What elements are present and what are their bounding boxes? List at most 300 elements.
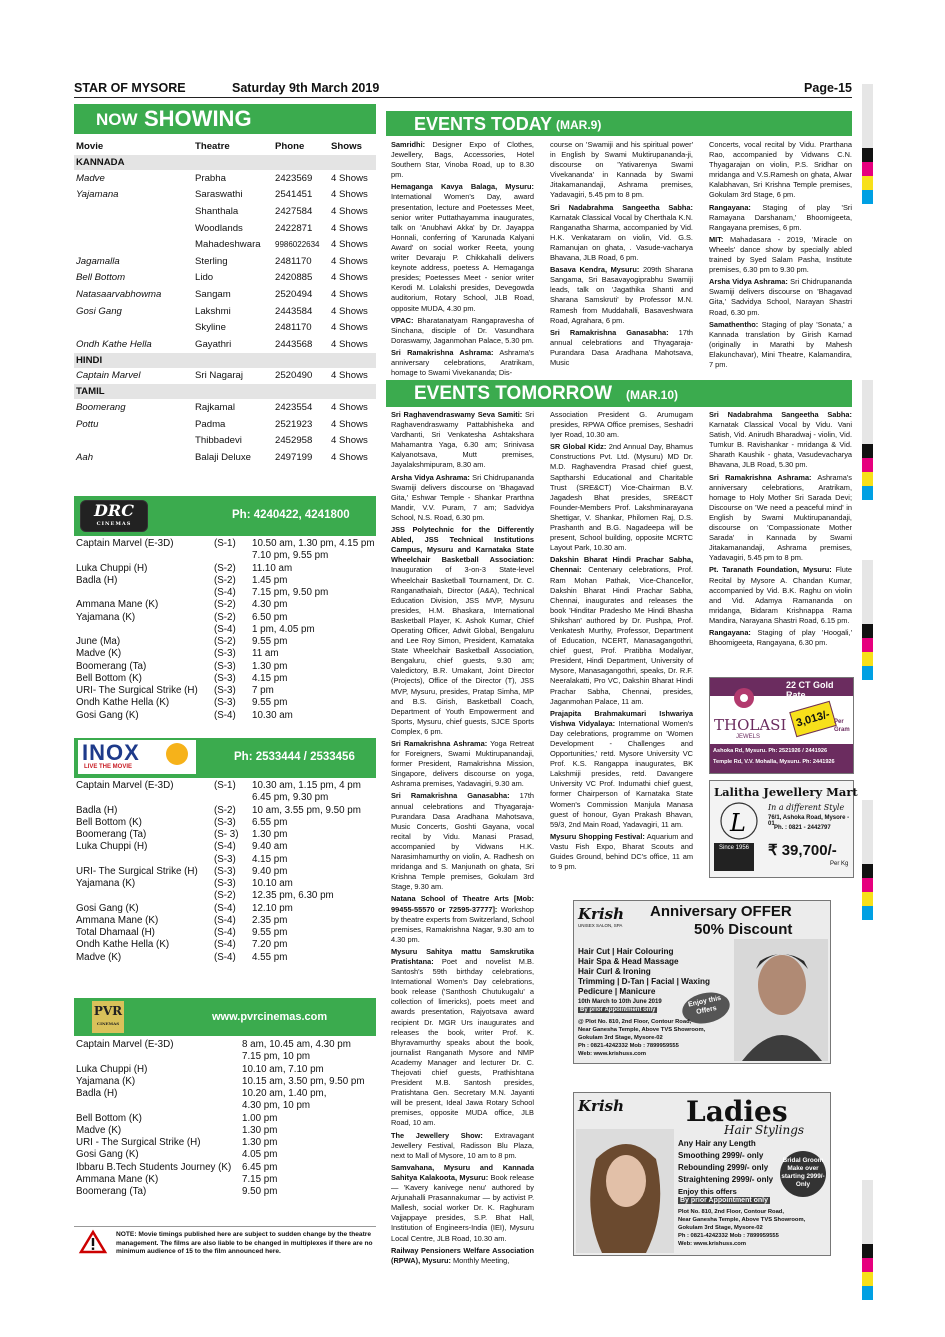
theatre-phone: 2443568 [275,338,313,350]
event-organiser: MIT: [709,234,724,244]
service-item: Pedicure | Manicure [578,987,656,996]
show-count: 4 Shows [331,338,368,350]
krish-anniversary-ad[interactable] [573,900,831,1064]
schedule-times: 10.30 am [252,709,293,721]
schedule-row [74,1051,376,1063]
schedule-movie: URI - The Surgical Strike (H) [76,1137,201,1148]
movie-name: Pottu [76,418,99,430]
event-details: Aquarium and Vastu Fish Expo, Bharat Scouts and Guides Ground, behind DC's office, 11 am to 9 pm. [550,831,693,872]
drc-logo-text: DRC [94,501,134,520]
schedule-times: 10.20 am, 1.40 pm, [242,1088,327,1099]
tholasi-name: THOLASI [714,716,787,734]
theatre-phone: 9986022634 [275,240,320,250]
schedule-screen: (S-4) [214,709,236,721]
event-details: Yoga Retreat for Foreigners, Swami Muktirupanandaji, former President, Ramakrishna Mission, Singapore, delivers discourse on yoga, Ashrama premises, Yadavagiri, 9.30 am. [391,739,534,789]
language-row [74,384,376,399]
krish2-enjoy: Enjoy this offers [678,1187,737,1196]
event-details: 209th Sharana Sangama, Sri Basavayogiprabhu Swamiji leads, talk on 'Jagathika Shanti and Sharana Samskruti' by Professor M.N. Ramesh from Muddahalli, Basaveshwara Road, Agrahara, 6 pm. [550,265,693,325]
event-organiser: Rangayana: [709,627,751,637]
inox-phone: Ph: 2533444 / 2533456 [234,751,355,763]
movie-name: Boomerang [76,401,126,413]
movie-name: Madve [76,172,105,184]
schedule-times: 1.30 pm [252,829,288,840]
schedule-screen: (S-3) [214,648,236,660]
schedule-screen: (S-4) [214,914,236,926]
schedule-row [74,538,376,550]
event-details: Staging of play 'Sri Ramayana Darshanam,' Bhoomigeeta, Rangayana premises, 6 pm. [709,202,852,232]
listing-row [74,336,376,353]
theatre-name: Lido [195,272,214,284]
schedule-movie: Total Dhamaal (H) [76,927,155,938]
listing-row [74,432,376,449]
schedule-movie: Badla (H) [76,1088,118,1099]
tholasi-price: 3,013/- [789,701,837,738]
lalitha-name: Lalitha Jewellery Mart [714,785,858,799]
theatre-phone: 2423569 [275,172,313,184]
schedule-screen: (S-2) [214,636,236,647]
krish-addr1: @ Plot No. 810, 2nd Floor, Contour Road, [578,1019,692,1025]
schedule-times: 1.30 pm [252,660,288,672]
schedule-movie: Boomerang (Ta) [76,1186,147,1197]
registration-block [862,486,873,500]
theatre-name: Saraswathi [195,189,243,201]
schedule-screen: (S-1) [214,780,236,791]
movie-name: Natasaarvabhowma [76,288,162,300]
registration-block [862,148,873,162]
schedule-times: 11 am [252,648,279,660]
theatre-name: Skyline [195,322,226,334]
drc-logo-sub: CINEMAS [96,521,132,527]
col-movie: Movie [76,140,104,152]
schedule-times: 9.55 pm [252,636,288,647]
event-item [391,894,534,944]
schedule-times: 2.35 pm [252,914,288,926]
schedule-movie: Ondh Kathe Hella (K) [76,939,170,951]
registration-block [862,162,873,176]
lalitha-ad[interactable] [709,780,858,878]
page-number: Page-15 [804,81,852,95]
events-tomorrow-col-3 [709,410,852,676]
schedule-row [74,952,376,964]
schedule-movie: Captain Marvel (E-3D) [76,1039,174,1050]
schedule-times: 4.15 pm [252,672,288,684]
krish-addr2: Near Ganesha Temple, Above TVS Showroom, [578,1027,706,1033]
schedule-row [74,661,376,673]
registration-block [862,472,873,486]
event-details: 17th annual celebrations and Thyagaraja-Purandara Dasa Aradhana Mahotsava, Music Concerts, Goshti Gayana, vocal recital by Vidu. Manasi Prasad, accompanied by Vidwans H.K. Narasimhamurthy on violin, A. Radhesh on mridanga and S. Manjunath on ghata, Sri Krishna Temple premises, Gokulam 3rd Stage, 9.30 am. [391,791,534,892]
event-details: 2nd Annual Day, Bhamus Constructions Pvt. Ltd. (Mysuru) MD Dr. M.D. Raghavendra Prasad chief guest, Saptharshi Educational and Charitable Trust (SRE&CT) Vice-Chairman B.V. Jagadesh Bhat presides, SRE&CT Founder-Members Prof. Lakshminarayana Shettigar, V. Shankar, Philomen Raj, D.S. Prashanth and B.G. Nagadeepa will be present, School building, opposite MCRTC Layout Park, 10.30 am. [550,442,693,553]
schedule-times: 7 pm [252,685,274,696]
show-count: 4 Shows [331,435,368,447]
schedule-movie: Yajamana (K) [76,878,136,889]
registration-block [862,624,873,638]
events-today-date: (MAR.9) [556,118,602,132]
event-details: Poet and novelist M.B. Santosh's 59th birthday celebrations, International Women's Day celebrations, book release ('Santhosh Chutukugalu' a collection of limericks), poets meet and awards presentation, Rajyotsava award recipient Dr. MGR Urs inaugurates and releases the book, writer Prof. K. Bhyravamurthy speaks about the book, journalist Ranganath Mysore and NMP Academy Manager and lecturer Dr. C. Thejovati chief guests, Prathishtana President M.B. Santosh presides, Pratishtana Gen. Secretary M.N. Jayanti will be present, Ideal Jawa Rotary School premises, opposite MUDA office, JLB Road, 10 am. [391,956,534,1128]
event-organiser: Sri Nadabrahma Sangeetha Sabha: [550,202,693,212]
schedule-row [74,878,376,890]
movie-name [74,203,193,220]
schedule-times: 4.55 pm [252,951,288,963]
schedule-movie: Captain Marvel (E-3D) [76,538,174,549]
event-item [391,1163,534,1244]
schedule-screen: (S-2) [214,890,236,902]
listing-row [74,236,376,253]
lalitha-phone: Ph. : 0821 - 2442797 [774,825,831,831]
col-theatre: Theatre [195,140,230,152]
event-organiser: Samathentho: [709,319,759,329]
movie-name: Ondh Kathe Hella [76,338,152,350]
theatre-name: Balaji Deluxe [195,451,251,463]
krish-logo [578,905,642,939]
registration-block [862,444,873,458]
schedule-row [74,1174,376,1186]
events-tomorrow-col-1 [391,410,534,1270]
drc-schedule [74,538,376,722]
event-details: Designer Expo of Clothes, Jewellery, Bags, Accessories, Hotel Southern Star, Vinoba Road, up to 8.30 pm. [391,140,534,180]
schedule-times: 1 pm, 4.05 pm [252,623,315,635]
movie-name: Gosi Gang [76,305,122,317]
theatre-phone: 2520490 [275,370,313,382]
events-today-col-1 [391,140,534,378]
schedule-movie: URI- The Surgical Strike (H) [76,865,198,877]
lalitha-since: Since 1956 [714,843,754,871]
show-count: 4 Shows [331,401,368,413]
schedule-times: 1.45 pm [252,574,288,586]
event-organiser: Mysuru Shopping Festival: [550,831,645,841]
event-organiser: Natana School of Theatre Arts [Mob: 99455-55570 or 72595-37777]: [391,894,534,914]
now-showing-banner [74,104,376,134]
listing-row [74,303,376,320]
schedule-row [74,1113,376,1125]
krish-appt: By prior Appointment only [580,1007,656,1013]
schedule-movie: Bell Bottom (K) [76,672,142,684]
events-tomorrow-banner [386,380,852,407]
krish-ladies-ad[interactable] [573,1092,831,1256]
note-text: NOTE: Movie timings published here are subject to sudden change by the theatre management. The films are also liable to be changed in multiplexes if there are no minimum audience of 15 to the film announced here. [116,1231,373,1256]
event-item [709,203,852,233]
pvr-logo [92,1001,124,1033]
krish2-addr1: Plot No. 810, 2nd Floor, Contour Road, [678,1209,784,1215]
schedule-movie: Gosi Gang (K) [76,709,139,721]
theatre-phone: 2497199 [275,451,313,463]
listing-row [74,449,376,466]
male-model-photo [734,939,828,1061]
theatre-phone: 2427584 [275,205,313,217]
schedule-screen: (S-2) [214,611,236,623]
schedule-row [74,1125,376,1137]
movie-name: Bell Bottom [76,272,126,284]
tholasi-ad[interactable] [709,677,854,774]
event-item [550,140,693,201]
event-details: Centenary celebrations, Prof. Ram Mohan Pathak, Vice-Chancellor, Dakshin Bharat Hindi Prachar Sabha, Chennai, inaugurates and releases the book 'Hinditar Pradesho Me Hindi Bhasha Shikshan' authored by Dr. Pushpa, Prof. Venkatesh Murthy, Professor, Department of Education, NCERT, Manasagangothri, chief guest, Prof. Pratibha Modaliyar, President, Hindi Department, University of Mysore, Manasagangothri, speaks, Dr. R.F. Neeralakatti, Pro VC, Dakshin Bharat Hindi Prachar Sabha, Chennai, presides, Jaganmohan Palace, 11 am. [550,565,693,706]
event-organiser: Prajapita Brahmakumari Ishwariya Vishwa Vidyalaya: [550,708,693,728]
show-count: 4 Shows [331,322,368,334]
registration-block [862,1272,873,1286]
events-tomorrow-title: EVENTS TOMORROW [414,383,613,404]
schedule-movie: Bell Bottom (K) [76,816,142,828]
show-count: 4 Shows [331,189,368,201]
schedule-movie: Boomerang (Ta) [76,829,147,840]
event-details: Monthly Meeting, [450,1255,510,1265]
movie-name: Jagamalla [76,255,120,267]
show-count: 4 Shows [331,370,368,382]
registration-block [862,380,873,444]
svg-text:L: L [730,809,746,837]
schedule-row [74,1064,376,1076]
schedule-row [74,624,376,636]
event-item [709,473,852,564]
schedule-row [74,780,376,792]
event-organiser: Basava Kendra, Mysuru: [550,265,640,275]
show-count: 4 Shows [331,451,368,463]
schedule-screen: (S- 3) [214,829,239,840]
paper-name: STAR OF MYSORE [74,81,186,95]
schedule-screen: (S-4) [214,623,236,635]
krish2-line2: Rebounding 2999/- only [678,1163,769,1172]
schedule-row [74,587,376,599]
theatre-name: Thibbadevi [195,435,242,447]
schedule-times: 10.50 am, 1.30 pm, 4.15 pm [252,538,375,549]
registration-block [862,84,873,148]
registration-block [862,666,873,680]
schedule-times: 4.05 pm [242,1149,278,1161]
krish-logo-sub: UNISEX SALON, SPA [578,923,623,928]
krish2-bridal-badge: Bridal Groom Make over starting 2999/- Only [780,1151,826,1197]
registration-block [862,638,873,652]
movie-name [74,236,193,253]
registration-block [862,1180,873,1244]
krish-logo-text: Krish [578,905,624,923]
event-organiser: Sri Ramakrishna Ganasabha: [550,327,669,337]
event-item [550,442,693,553]
lalitha-addr: 76/1, Ashoka Road, Mysore - 01 [768,815,850,827]
schedule-times: 10 am, 3.55 pm, 9.50 pm [252,804,361,816]
tholasi-addr1: Ashoka Rd, Mysuru. Ph: 2521926 / 2441926 [713,748,828,754]
event-item [709,565,852,626]
schedule-row [74,710,376,722]
schedule-row [74,575,376,587]
krish2-logo: Krish [578,1097,624,1115]
schedule-row [74,648,376,660]
schedule-screen: (S-3) [214,816,236,828]
event-item [391,1131,534,1161]
event-details: Association President G. Arumugam presides, RPWA Office premises, Seshadri Iyer Road, 10.30 am. [550,410,693,440]
registration-block [862,1286,873,1300]
tholasi-sub: JEWELS [736,734,761,740]
event-organiser: Railway Pensioners Welfare Association (RPWA), Mysuru: [391,1245,534,1265]
pvr-logo-text: PVR [93,1004,123,1018]
registration-block [862,892,873,906]
movie-name: Captain Marvel [76,370,141,382]
pvr-schedule [74,1039,376,1198]
service-item: Hair Spa & Head Massage [578,957,679,966]
schedule-movie: Luka Chuppi (H) [76,1063,148,1075]
event-details: Extravagant Jewellery Festival, Radisson Blu Plaza, next to Mall of Mysore, 10 am to 8 pm. [391,1130,534,1160]
schedule-movie: Madve (K) [76,648,122,660]
now-showing-title-big: SHOWING [144,106,252,131]
event-item [550,203,693,264]
service-item: Trimming | D-Tan | Facial | Waxing [578,977,710,986]
now-showing-table [74,137,376,466]
schedule-row [74,792,376,804]
lalitha-logo-icon [718,801,760,841]
tholasi-per: Per Gram [834,719,850,733]
schedule-times: 9.55 pm [252,697,288,709]
event-item [709,277,852,317]
event-item [391,410,534,471]
language-label: HINDI [74,353,376,368]
theatre-phone: 2541451 [275,189,313,201]
theatre-name: Woodlands [195,222,243,234]
event-details: Sri Chidrupananda Swamiji delivers discourse on 'Bhagavad Gita,' Sadvidya School, Narayan Shastri Road, 6.30 pm. [709,277,852,317]
event-details: Concerts, vocal recital by Vidu. Prarthana Rao, accompanied by Vidwans C.N. Thyagarajan on violin, P.S. Sridhar on mridanga and V.S.Ramesh on ghata, Alwar Kalabhavan, Sri Krishna Temple premises, Gokulam 3rd Stage, 6 pm. [709,140,852,200]
schedule-times: 10.30 am, 1.15 pm, 4 pm [252,780,361,791]
event-organiser: Samridhi: [391,140,426,149]
theatre-phone: 2452958 [275,435,313,447]
event-item [391,739,534,789]
schedule-row [74,805,376,817]
event-details: Karnatak Classical Vocal by Cherthala K.N. Ranganatha Sharma, accompanied by Vid. H.K. Venkataram on violin, Vid. G.S. Ramanujan on ghata, . Vasude-vacharya Bhavana, JLB Road, 6 pm. [550,212,693,263]
registration-block [862,190,873,204]
event-details: Ashrama's anniversary celebrations, Aratrikam, homage to Swami Vivekananda; Dis- [391,347,534,378]
krish2-line1: Smoothing 2999/- only [678,1151,764,1160]
event-organiser: Sri Ramakrishna Ashrama: [391,739,488,748]
schedule-movie: URI- The Surgical Strike (H) [76,685,198,696]
event-item [391,316,534,346]
schedule-movie: Yajamana (K) [76,611,136,623]
event-details: Karnatak Classical Vocal by Vidu. Vani Satish, Vid. Anirudh Bharadwaj - violin, Vid. Tumkur B. Ravishankar - mridanga & Vid. Sharath Kaushik - ghata, Vasudevacharya Bhavana, JLB Road, 5.30 pm. [709,420,852,470]
event-details: Flute Recital by Mysore A. Chandan Kumar, accompanied by Vid. B.K. Raghu on violin and Vid. Adamya Ramananda on mridanga, Bidaram Krishnappa Rama Mandira, Narayana Shastri Road, 6.15 pm. [709,565,853,625]
schedule-screen: (S-2) [214,562,236,574]
listing-row [74,416,376,433]
krish-dates: 10th March to 10th June 2019 [578,999,662,1005]
schedule-row [74,563,376,575]
schedule-screen: (S-4) [214,939,236,951]
schedule-times: 11.10 am [252,562,293,574]
timing-note [74,1226,376,1257]
movie-name: Aah [76,451,94,463]
lalitha-rate: ₹ 39,700/- [768,842,837,859]
event-item [550,265,693,326]
schedule-movie: Luka Chuppi (H) [76,841,148,853]
event-details: Staging of play 'Sonata,' a Kannada translation by Girish Karnad (originally in Marathi by Mahesh Elakunchavar), Mini Theatre, Kalamandira, 7 pm. [709,319,852,369]
schedule-times: 4.15 pm [252,853,288,865]
show-count: 4 Shows [331,288,368,300]
schedule-movie: Madve (K) [76,1124,122,1136]
schedule-screen: (S-2) [214,574,236,586]
theatre-name: Mahadeshwara [195,239,261,251]
schedule-movie: Luka Chuppi (H) [76,562,148,574]
krish2-subtitle: Hair Stylings [724,1123,805,1137]
pvr-website-link[interactable]: www.pvrcinemas.com [212,1011,328,1023]
lalitha-tag: In a different Style [768,803,845,812]
inox-logo-text: INOX [82,740,140,765]
schedule-row [74,1186,376,1198]
show-count: 4 Shows [331,222,368,234]
event-item [391,473,534,523]
listing-row [74,286,376,303]
registration-block [862,458,873,472]
issue-date: Saturday 9th March 2019 [232,81,380,95]
language-label: TAMIL [74,384,376,399]
event-details: Ashrama's anniversary celebrations, Aratrikam, homage to Holy Mother Sri Sarada Devi; Discourse on 'We need a peaceful mind' in English by Swami Muktirupanandaji, discourse on 'Compassionate Mother Sarada' in Kannada by Swami Jitakamanandaji, Ashrama premises, Yadavagiri, 5.45 pm to 8 pm. [709,472,852,563]
listing-row [74,187,376,204]
schedule-movie: Ammana Mane (K) [76,599,159,611]
krish2-phone: Ph : 0821-4242332 Mob : 7899959555 [678,1233,779,1239]
event-item [709,140,852,201]
peacock-icon [732,686,756,710]
event-organiser: Mysuru Sahitya mattu Samskrutika Pratishtana: [391,946,534,966]
event-item [709,320,852,370]
schedule-row [74,927,376,939]
schedule-times: 10.10 am [252,878,293,889]
drc-phone: Ph: 4240422, 4241800 [232,509,350,521]
event-organiser: Rangayana: [709,202,751,212]
drc-banner [74,496,376,536]
listing-row [74,253,376,270]
event-item [709,628,852,648]
event-organiser: Arsha Vidya Ashrama: [709,277,788,287]
schedule-movie: Yajamana (K) [76,1075,136,1087]
krish2-web: Web: www.krishuss.com [678,1241,746,1247]
events-today-col-2 [550,140,693,372]
event-organiser: Sri Raghavendraswamy Seva Samiti: [391,410,523,419]
event-details: Book release — 'Kavery kanivege nenu' authored by Arjunahalli Prasannakumar — by activist P. Mallesh, social worker Dr. K. Raghuram Vajjappaye presides, S.P. Bhat Hall, Institution of Engineers-India (IEI), Mysuru Local Centre, JLB Road, 10.30 am. [391,1172,534,1243]
theatre-name: Gayathri [195,338,232,350]
schedule-row [74,890,376,902]
event-details: International Women's Day celebrations, programme on 'Women Development - Challenges and Opportunities,' retd. Mysore University VC Prof. K.S. Rangappa inaugurates, BK Lakshmiji presides, retd. Davangere University VC Prof. Indumathi chief guest, former Chairperson of Karnataka State Women's Commission Manjula Manasa guest of honour, Gyan Prakash Bhavan, 59/3, 2nd Main Road, Yadavagiri, 11 am. [550,718,693,829]
listing-row [74,368,376,385]
event-details: Inauguration of 3-on-3 State-level Wheelchair Basketball Tournament, Dr. C. Ranganathaiah, Director (A&A), Technical Education Division, JSS MVP, Mysuru presides, H.M. Bhaskara, International Basketball Player, K. Ashok Kumar, Chief Operating Officer, Adwit Global, Bengaluru and Lee Roy Simon, President, Karnataka State Wheelchair Basketball Association, Bengaluru, chief guests, 9.30 am; Valedictory, B.R. Umakant, Joint Director (Projects), Office of the Director (T), JSS MVP, Mysuru, presides, Pratap Simha, MP and B.S. Girish, Basketball Coach, Department of Youth Empowerment and Sports, Mysuru, chief guests, SJCE Sports Complex, 6 pm. [391,565,534,736]
krish-title2: 50% Discount [694,921,793,938]
schedule-movie: June (Ma) [76,636,121,647]
event-item [550,328,693,368]
schedule-row [74,841,376,853]
schedule-times: 1.00 pm [242,1112,278,1124]
schedule-row [74,636,376,648]
page-header [74,81,852,98]
schedule-movie: Gosi Gang (K) [76,1149,139,1161]
language-row [74,155,376,170]
event-item [391,525,534,737]
event-item [550,709,693,830]
schedule-movie: Ibbaru B.Tech Students Journey (K) [76,1161,232,1173]
event-item [391,348,534,378]
event-item [391,947,534,1129]
schedule-screen: (S-2) [214,599,236,611]
schedule-movie: Captain Marvel (E-3D) [76,780,174,791]
schedule-movie: Boomerang (Ta) [76,660,147,672]
schedule-row [74,550,376,562]
tholasi-addr2: Temple Rd, V.V. Mohalla, Mysuru. Ph: 2441926 [713,759,835,765]
tholasi-offer: 22 CT Gold Rate [786,680,834,700]
schedule-screen: (S-3) [214,685,236,696]
language-row [74,353,376,368]
event-item [550,410,693,440]
events-tomorrow-col-2 [550,410,693,880]
registration-block [862,1258,873,1272]
schedule-movie: Ammana Mane (K) [76,914,159,926]
schedule-movie: Ammana Mane (K) [76,1173,159,1185]
schedule-times: 12.10 pm [252,902,293,914]
schedule-times: 8 am, 10.45 am, 4.30 pm [242,1039,351,1050]
schedule-row [74,599,376,611]
language-label: KANNADA [74,155,376,170]
schedule-times: 7.15 pm [242,1173,278,1185]
schedule-screen: (S-4) [214,902,236,914]
event-organiser: Dakshin Bharat Hindi Prachar Sabha, Chennai: [550,555,693,575]
registration-block [862,1244,873,1258]
